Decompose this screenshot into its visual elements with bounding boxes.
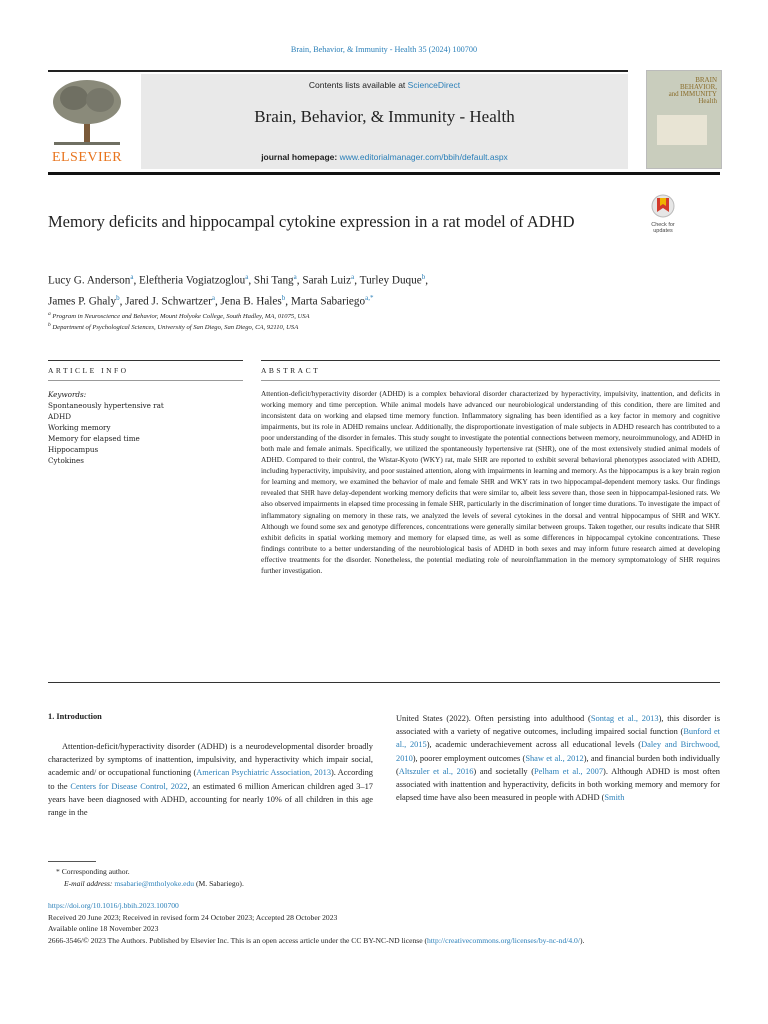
author-affiliation-mark[interactable]: a xyxy=(293,273,297,281)
email-link[interactable]: msabarie@mtholyoke.edu xyxy=(114,879,195,888)
author-name[interactable]: Jared J. Schwartzer xyxy=(125,295,212,308)
text-run: ), this disorder is associated with a variety of negative outcomes, including impaired social function ( xyxy=(396,714,721,737)
author-affiliation-mark[interactable]: a xyxy=(130,273,134,281)
text-run: ), and financial burden both individually ( xyxy=(396,753,720,776)
keyword-item: Memory for elapsed time xyxy=(48,434,140,443)
abstract-rule xyxy=(261,360,720,361)
author-affiliation-mark[interactable]: a xyxy=(351,273,355,281)
citation-link[interactable]: Pelham et al., 2007 xyxy=(534,766,604,776)
author-name[interactable]: Sarah Luiz xyxy=(302,274,352,287)
author-separator: , xyxy=(285,295,291,308)
author-name[interactable]: Marta Sabariego xyxy=(290,295,366,308)
keywords-label: Keywords: xyxy=(48,390,87,399)
corresponding-author-note: * Corresponding author. xyxy=(56,867,130,876)
keyword-item: Cytokines xyxy=(48,456,85,465)
citation-link[interactable]: Centers for Disease Control, 2022 xyxy=(70,781,188,791)
author-name[interactable]: Lucy G. Anderson xyxy=(48,274,131,287)
license-link[interactable]: http://creativecommons.org/licenses/by-nc-nd/4.0/ xyxy=(427,936,580,945)
header-top-rule xyxy=(48,70,628,72)
affiliation-b xyxy=(48,322,648,331)
affiliation-text: Program in Neuroscience and Behavior, Mount Holyoke College, South Hadley, MA, 01075, USA xyxy=(52,313,310,321)
cover-title-line: Health xyxy=(698,97,717,105)
citation-link[interactable]: Bunford et al., 2015 xyxy=(396,727,720,750)
keyword-item: Working memory xyxy=(48,423,111,432)
contents-available-line xyxy=(141,80,628,90)
author-affiliation-mark[interactable]: a xyxy=(245,273,249,281)
article-title: Memory deficits and hippocampal cytokine expression in a rat model of ADHD xyxy=(48,212,575,231)
journal-homepage-line xyxy=(141,152,628,162)
affiliation-mark: b xyxy=(48,322,51,328)
keyword-item: Hippocampus xyxy=(48,445,99,454)
affiliation-a xyxy=(48,311,648,320)
footnote-rule xyxy=(48,861,96,862)
affiliation-mark: a xyxy=(48,311,51,317)
abstract-subrule xyxy=(261,380,720,381)
author-separator: , xyxy=(425,274,428,287)
author-separator: , xyxy=(214,295,221,308)
author-affiliation-mark[interactable]: b xyxy=(281,293,286,302)
available-online-date: Available online 18 November 2023 xyxy=(48,924,159,933)
author-name[interactable]: Jena B. Hales xyxy=(220,295,282,308)
license-prefix: 2666-3546/© 2023 The Authors. Published by Elsevier Inc. This is an open access article under the CC BY-NC-ND license ( xyxy=(48,936,427,945)
keyword-item: ADHD xyxy=(48,412,71,421)
author-affiliation-mark[interactable]: a,* xyxy=(365,293,374,302)
text-run: Attention-deficit/hyperactivity disorder (ADHD) is a neurodevelopmental disorder broadly characterized by symptoms of inattention, impulsivity, and hyperactivity which impair social, academic and/ or occupational functioning ( xyxy=(48,742,373,778)
email-label: E-mail address: xyxy=(64,879,115,888)
abstract-body: Attention-deficit/hyperactivity disorder (ADHD) is a complex behavioral disorder characterized by hyperactivity, impulsivity, inattention, and deficits in working memory and time perception. While animal models have advanced our neurobiological understanding of this condition, there are limited and inconsistent data on working and elapsed time memory function. Inflammatory signaling has been identified as a key factor in memory and cognitive impairments, but its role in ADHD remains unclear. Additionally, the disproportionate investigation of male subjects in ADHD research has contributed to a poor understanding of the disorder in females. This study sought to investigate the potential connections between memory, neuroimmunology, and ADHD in both male and female animals. Specifically, we utilized the spontaneously hypertensive rat (SHR), one of the most extensively studied animal models of ADHD. Compared to their control, the Wistar-Kyoto (WKY) rat, male SHR are reported to exhibit several behavioral phenotypes associated with ADHD, including hyperactivity, impulsivity, and poor sustained attention, along with impairments in learning and memory. As the hippocampus is a key brain region for learning and memory, we examined the behavior of male and female SHR and WKY rats in two hippocampal-dependent memory tasks. Our findings revealed that SHR have delay-dependent working memory deficits that were similar to, albeit less severe than, those seen in hippocampal-lesioned rats. We also observed impairments in elapsed time processing in female SHR, particularly in the discrimination of longer time durations. To investigate the impact of inflammatory signaling on memory in these rats, we analyzed the levels of several cytokines in the dorsal and ventral hippocampus of SHR and WKY. Although we found some sex and genotype differences, concentrations were generally similar between groups. Taken together, our results indicate that SHR exhibit deficits in spatial working memory and memory for elapsed time, as well as some differences in hippocampal cytokine concentrations. These findings contribute to a better understanding of the neurobiological basis of ADHD in both sexes and may inform future research aimed at developing effective treatments for the disorder. Nonetheless, the potential mediating role of neuroinflammation in the memory symptomatology of SHR requires further investigation. xyxy=(261,389,720,575)
citation-link[interactable]: American Psychiatric Association, 2013 xyxy=(196,768,332,778)
intro-right-column xyxy=(396,712,720,804)
author-separator: , xyxy=(119,295,126,308)
bookmark-icon xyxy=(645,194,681,218)
author-name[interactable]: Turley Duque xyxy=(359,274,422,287)
homepage-label: journal homepage: xyxy=(261,152,340,162)
contents-prefix: Contents lists available at xyxy=(308,80,408,90)
text-run: ), academic underachievement across all educational levels ( xyxy=(426,740,642,750)
author-affiliation-mark[interactable]: b xyxy=(421,273,426,281)
author-list xyxy=(48,269,648,310)
author-name[interactable]: James P. Ghaly xyxy=(48,295,117,308)
author-separator: , xyxy=(296,274,303,287)
email-suffix: (M. Sabariego). xyxy=(194,879,244,888)
elsevier-wordmark: ELSEVIER xyxy=(51,150,123,165)
journal-citation-link[interactable]: Brain, Behavior, & Immunity - Health 35 (2024) 100700 xyxy=(290,45,478,54)
section-divider xyxy=(48,682,720,683)
sciencedirect-link[interactable]: ScienceDirect xyxy=(407,80,461,90)
received-dates: Received 20 June 2023; Received in revised form 24 October 2023; Accepted 28 October 2023 xyxy=(48,913,338,922)
citation-link[interactable]: Sontag et al., 2013 xyxy=(590,714,659,723)
check-for-updates-badge[interactable] xyxy=(645,194,681,234)
text-run: , an estimated 6 million American children aged 3–17 years have been diagnosed with ADHD, accounting for nearly 10% of all children in this age range in the xyxy=(48,781,373,818)
text-run: ). According to the xyxy=(48,768,373,791)
cover-title-line: BEHAVIOR, xyxy=(679,83,717,91)
cover-title-line: and IMMUNITY xyxy=(668,90,717,98)
author-separator: , xyxy=(133,274,140,287)
license-statement xyxy=(48,935,720,946)
homepage-link[interactable]: www.editorialmanager.com/bbih/default.aspx xyxy=(339,152,508,162)
article-info-rule xyxy=(48,360,243,361)
email-footnote xyxy=(64,879,244,888)
cover-title xyxy=(669,77,717,105)
text-run: United States (2022). Often persisting into adulthood ( xyxy=(396,714,591,723)
text-run: ) and societally ( xyxy=(473,766,535,776)
doi-link[interactable]: https://doi.org/10.1016/j.bbih.2023.100700 xyxy=(48,901,179,910)
abstract-heading: ABSTRACT xyxy=(261,366,321,375)
affiliation-text: Department of Psychological Sciences, University of San Diego, San Diego, CA, 92110, USA xyxy=(52,324,299,332)
cover-title-line: BRAIN xyxy=(695,76,717,84)
article-info-subrule xyxy=(48,380,243,381)
author-separator: , xyxy=(354,274,360,287)
article-info-heading: ARTICLE INFO xyxy=(48,366,129,375)
citation-link[interactable]: Altszuler et al., 2016 xyxy=(398,766,474,776)
citation-link[interactable]: Smith xyxy=(604,793,625,803)
check-updates-label: Check for updates xyxy=(651,222,675,234)
header-bottom-rule xyxy=(48,172,720,175)
journal-cover-thumbnail[interactable] xyxy=(646,70,722,169)
cover-figure xyxy=(657,115,707,145)
author-separator: , xyxy=(248,274,254,287)
author-name[interactable]: Shi Tang xyxy=(253,274,294,287)
license-suffix: ). xyxy=(579,936,585,945)
author-name[interactable]: Eleftheria Vogiatzoglou xyxy=(139,274,246,287)
text-run: ). Although ADHD is most often associated with inattention and hyperactivity, deficits in both working memory and memory for elapsed time have also been measured in people with ADHD ( xyxy=(396,766,720,803)
intro-left-column xyxy=(48,740,373,819)
author-affiliation-mark[interactable]: a xyxy=(211,293,215,302)
author-affiliation-mark[interactable]: b xyxy=(116,293,120,302)
text-run: ), poorer employment outcomes ( xyxy=(412,753,526,763)
journal-name: Brain, Behavior, & Immunity - Health xyxy=(254,107,515,126)
introduction-heading: 1. Introduction xyxy=(48,712,102,721)
citation-link[interactable]: Shaw et al., 2012 xyxy=(525,753,584,763)
keyword-item: Spontaneously hypertensive rat xyxy=(48,401,164,410)
citation-link[interactable]: Daley and Birchwood, 2010 xyxy=(396,740,720,763)
